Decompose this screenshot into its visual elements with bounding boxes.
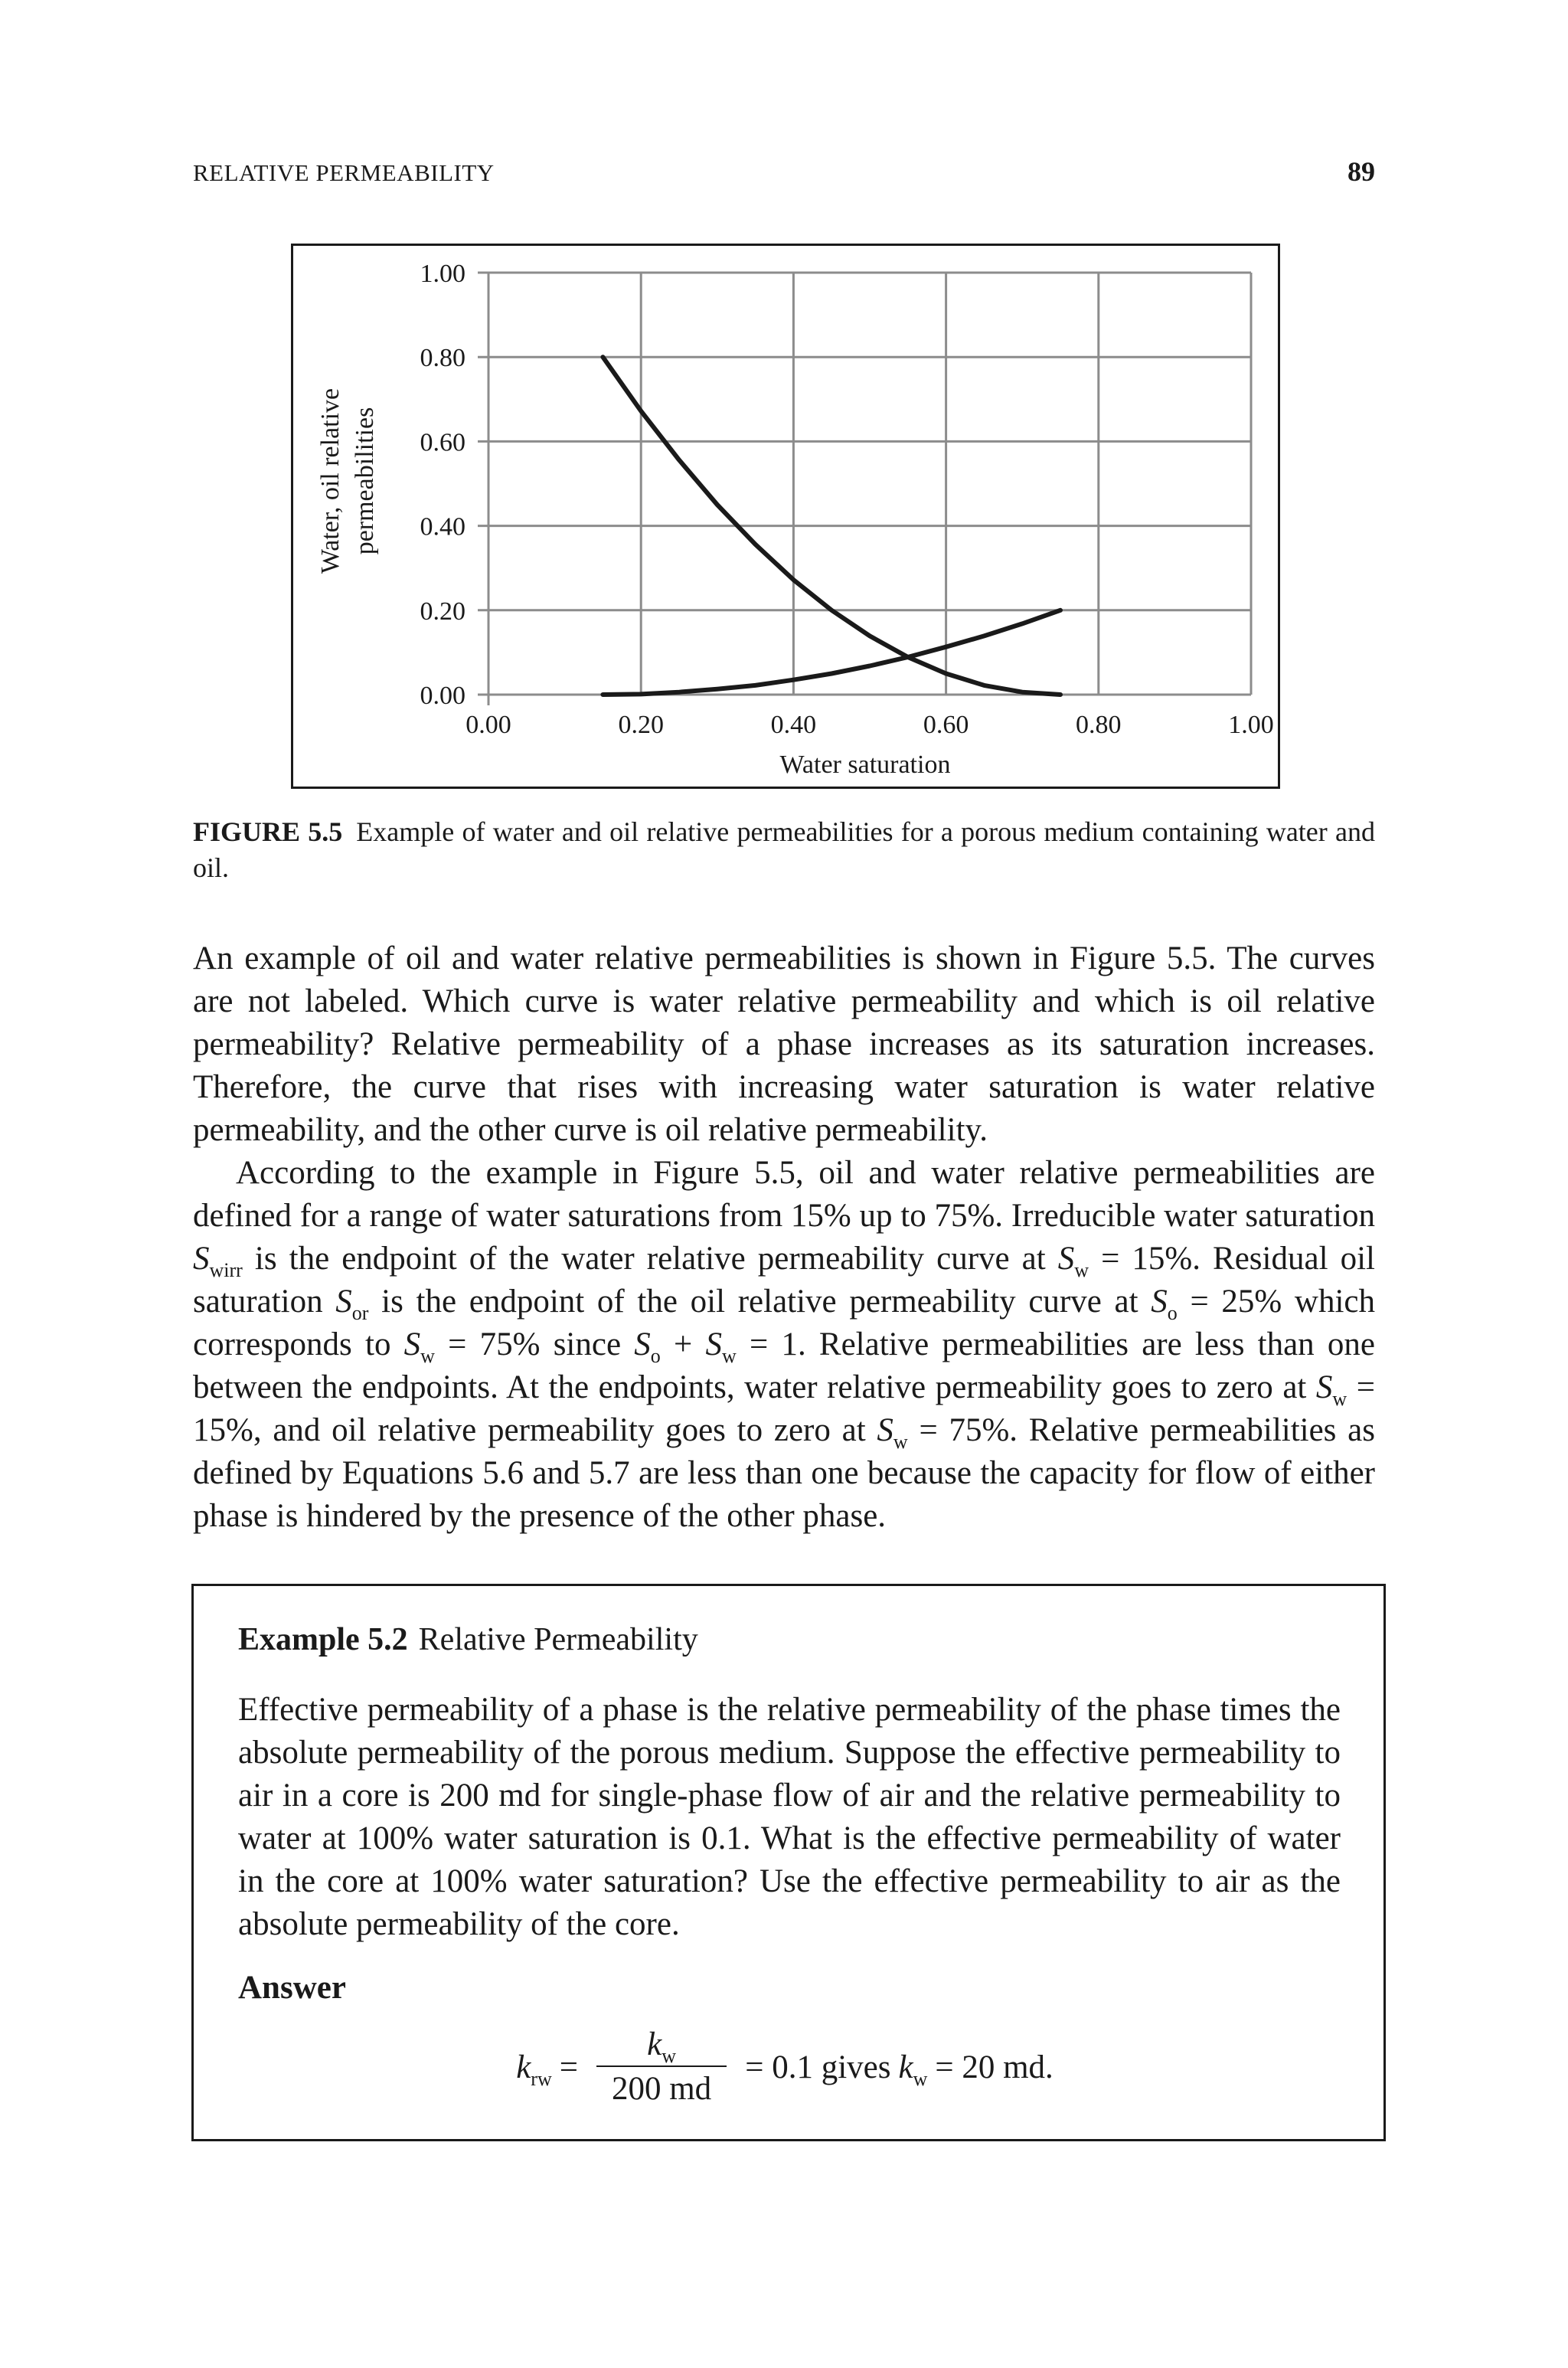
subscript: o <box>1167 1302 1178 1324</box>
text-run: = 15%. Residual oil saturation <box>193 1241 1375 1320</box>
symbol-s: S <box>335 1284 352 1320</box>
x-tick-label: 1.00 <box>1228 711 1274 739</box>
symbol-s: S <box>1151 1284 1168 1320</box>
y-tick-label: 0.40 <box>420 512 466 541</box>
fraction-numerator <box>632 2024 691 2065</box>
page-number: 89 <box>1348 156 1375 187</box>
symbol-s: S <box>1057 1241 1075 1277</box>
x-tick-label: 0.20 <box>618 711 664 739</box>
subscript: or <box>351 1302 369 1324</box>
subscript: w <box>662 2045 677 2067</box>
subscript: rw <box>531 2067 552 2090</box>
fraction <box>596 2024 727 2110</box>
text-run: + <box>660 1326 706 1362</box>
text-run: = 25% which corresponds to <box>193 1284 1376 1362</box>
example-number: Example 5.2 <box>238 1622 408 1657</box>
subscript: w <box>1332 1388 1348 1410</box>
x-tick-label: 0.60 <box>923 711 969 739</box>
symbol-s: S <box>877 1412 893 1448</box>
figure-5-5 <box>291 244 1280 789</box>
caption-text: Example of water and oil relative permeabilities for a porous medium containing water and oil. <box>193 816 1376 883</box>
subscript: w <box>1074 1259 1089 1281</box>
text-run: = 75% since <box>434 1326 635 1362</box>
x-axis-label: Water saturation <box>779 751 951 779</box>
y-tick-label: 0.20 <box>420 597 466 626</box>
subscript: w <box>893 1431 908 1453</box>
paragraph-1: An example of oil and water relative permeabilities is shown in Figure 5.5. The curves are not labeled. Which curve is water relative permeability and which is oil relative permeability? Relative permeability of a phase increases as its saturation increases. Therefore, the curve that rises with increasing water saturation is water relative permeability, and the other curve is oil relative permeability. <box>193 940 1375 1148</box>
text-run: = 1. Relative permeabilities are less than one between the endpoints. At the endpoints, water relative permeability goes to zero at <box>193 1326 1375 1405</box>
y-tick-label: 0.80 <box>420 344 466 373</box>
equation-middle: = 0.1 gives <box>745 2049 891 2085</box>
subscript: w <box>913 2067 928 2090</box>
fraction-denominator: 200 md <box>596 2065 727 2110</box>
caption-label: FIGURE 5.5 <box>193 816 343 847</box>
symbol-s: S <box>1315 1369 1333 1405</box>
example-title <box>238 1621 698 1658</box>
y-tick-label: 1.00 <box>420 260 466 288</box>
subscript: w <box>721 1345 737 1367</box>
subscript: wirr <box>209 1259 243 1281</box>
y-tick-label: 0.60 <box>420 428 466 457</box>
y-tick-label: 0.00 <box>420 682 466 710</box>
symbol-s: S <box>403 1326 421 1362</box>
subscript: w <box>420 1345 435 1367</box>
text-run: = 75%. Relative permeabilities as defined by Equations 5.6 and 5.7 are less than one because the capacity for flow of either phase is hindered by the presence of the other phase. <box>193 1412 1376 1534</box>
var-k: k <box>898 2049 913 2085</box>
symbol-s: S <box>705 1326 722 1362</box>
paragraph-2 <box>193 1152 1375 1538</box>
var-k: k <box>516 2049 531 2085</box>
equation-tail: = 20 md. <box>935 2049 1054 2085</box>
example-box <box>191 1584 1386 2141</box>
y-axis-label-line-1: Water, oil relative <box>316 388 345 574</box>
example-text: Effective permeability of a phase is the relative permeability of the phase times the absolute permeability of the porous medium. Suppose the effective permeability to air in a core is 200 md for single-phase flow of air and the relative permeability to water at 100% water saturation is 0.1. What is the effective permeability of water in the core at 100% water saturation? Use the effective permeability to air as the absolute permeability of the core. <box>238 1692 1341 1942</box>
figure-caption <box>193 814 1375 886</box>
text-run: is the endpoint of the oil relative permeability curve at <box>368 1284 1152 1320</box>
x-tick-label: 0.80 <box>1076 711 1122 739</box>
x-tick-label: 0.00 <box>466 711 511 739</box>
text-run: is the endpoint of the water relative permeability curve at <box>242 1241 1058 1277</box>
body-text <box>193 937 1375 1538</box>
running-head-title: RELATIVE PERMEABILITY <box>193 159 495 186</box>
var-k: k <box>647 2026 662 2062</box>
text-run: According to the example in Figure 5.5, oil and water relative permeabilities are defined for a range of water saturations from 15% up to 75%. Irreducible water saturation <box>193 1155 1375 1234</box>
symbol-s: S <box>634 1326 651 1362</box>
symbol-s: S <box>193 1241 210 1277</box>
answer-heading: Answer <box>238 1970 346 2006</box>
equation-lhs <box>516 2049 552 2090</box>
equation-rhs <box>898 2049 928 2090</box>
relative-permeability-chart <box>291 244 1280 789</box>
y-axis-label-line-2: permeabilities <box>351 407 379 555</box>
example-title-text: Relative Permeability <box>418 1622 698 1657</box>
text-run: = 15%, and oil relative permeability goes to zero at <box>193 1369 1375 1448</box>
series-line-water-relative-permeability <box>603 610 1060 695</box>
answer-equation <box>194 2024 1383 2110</box>
equals-sign: = <box>559 2049 578 2085</box>
x-tick-label: 0.40 <box>770 711 817 739</box>
subscript: o <box>650 1345 661 1367</box>
